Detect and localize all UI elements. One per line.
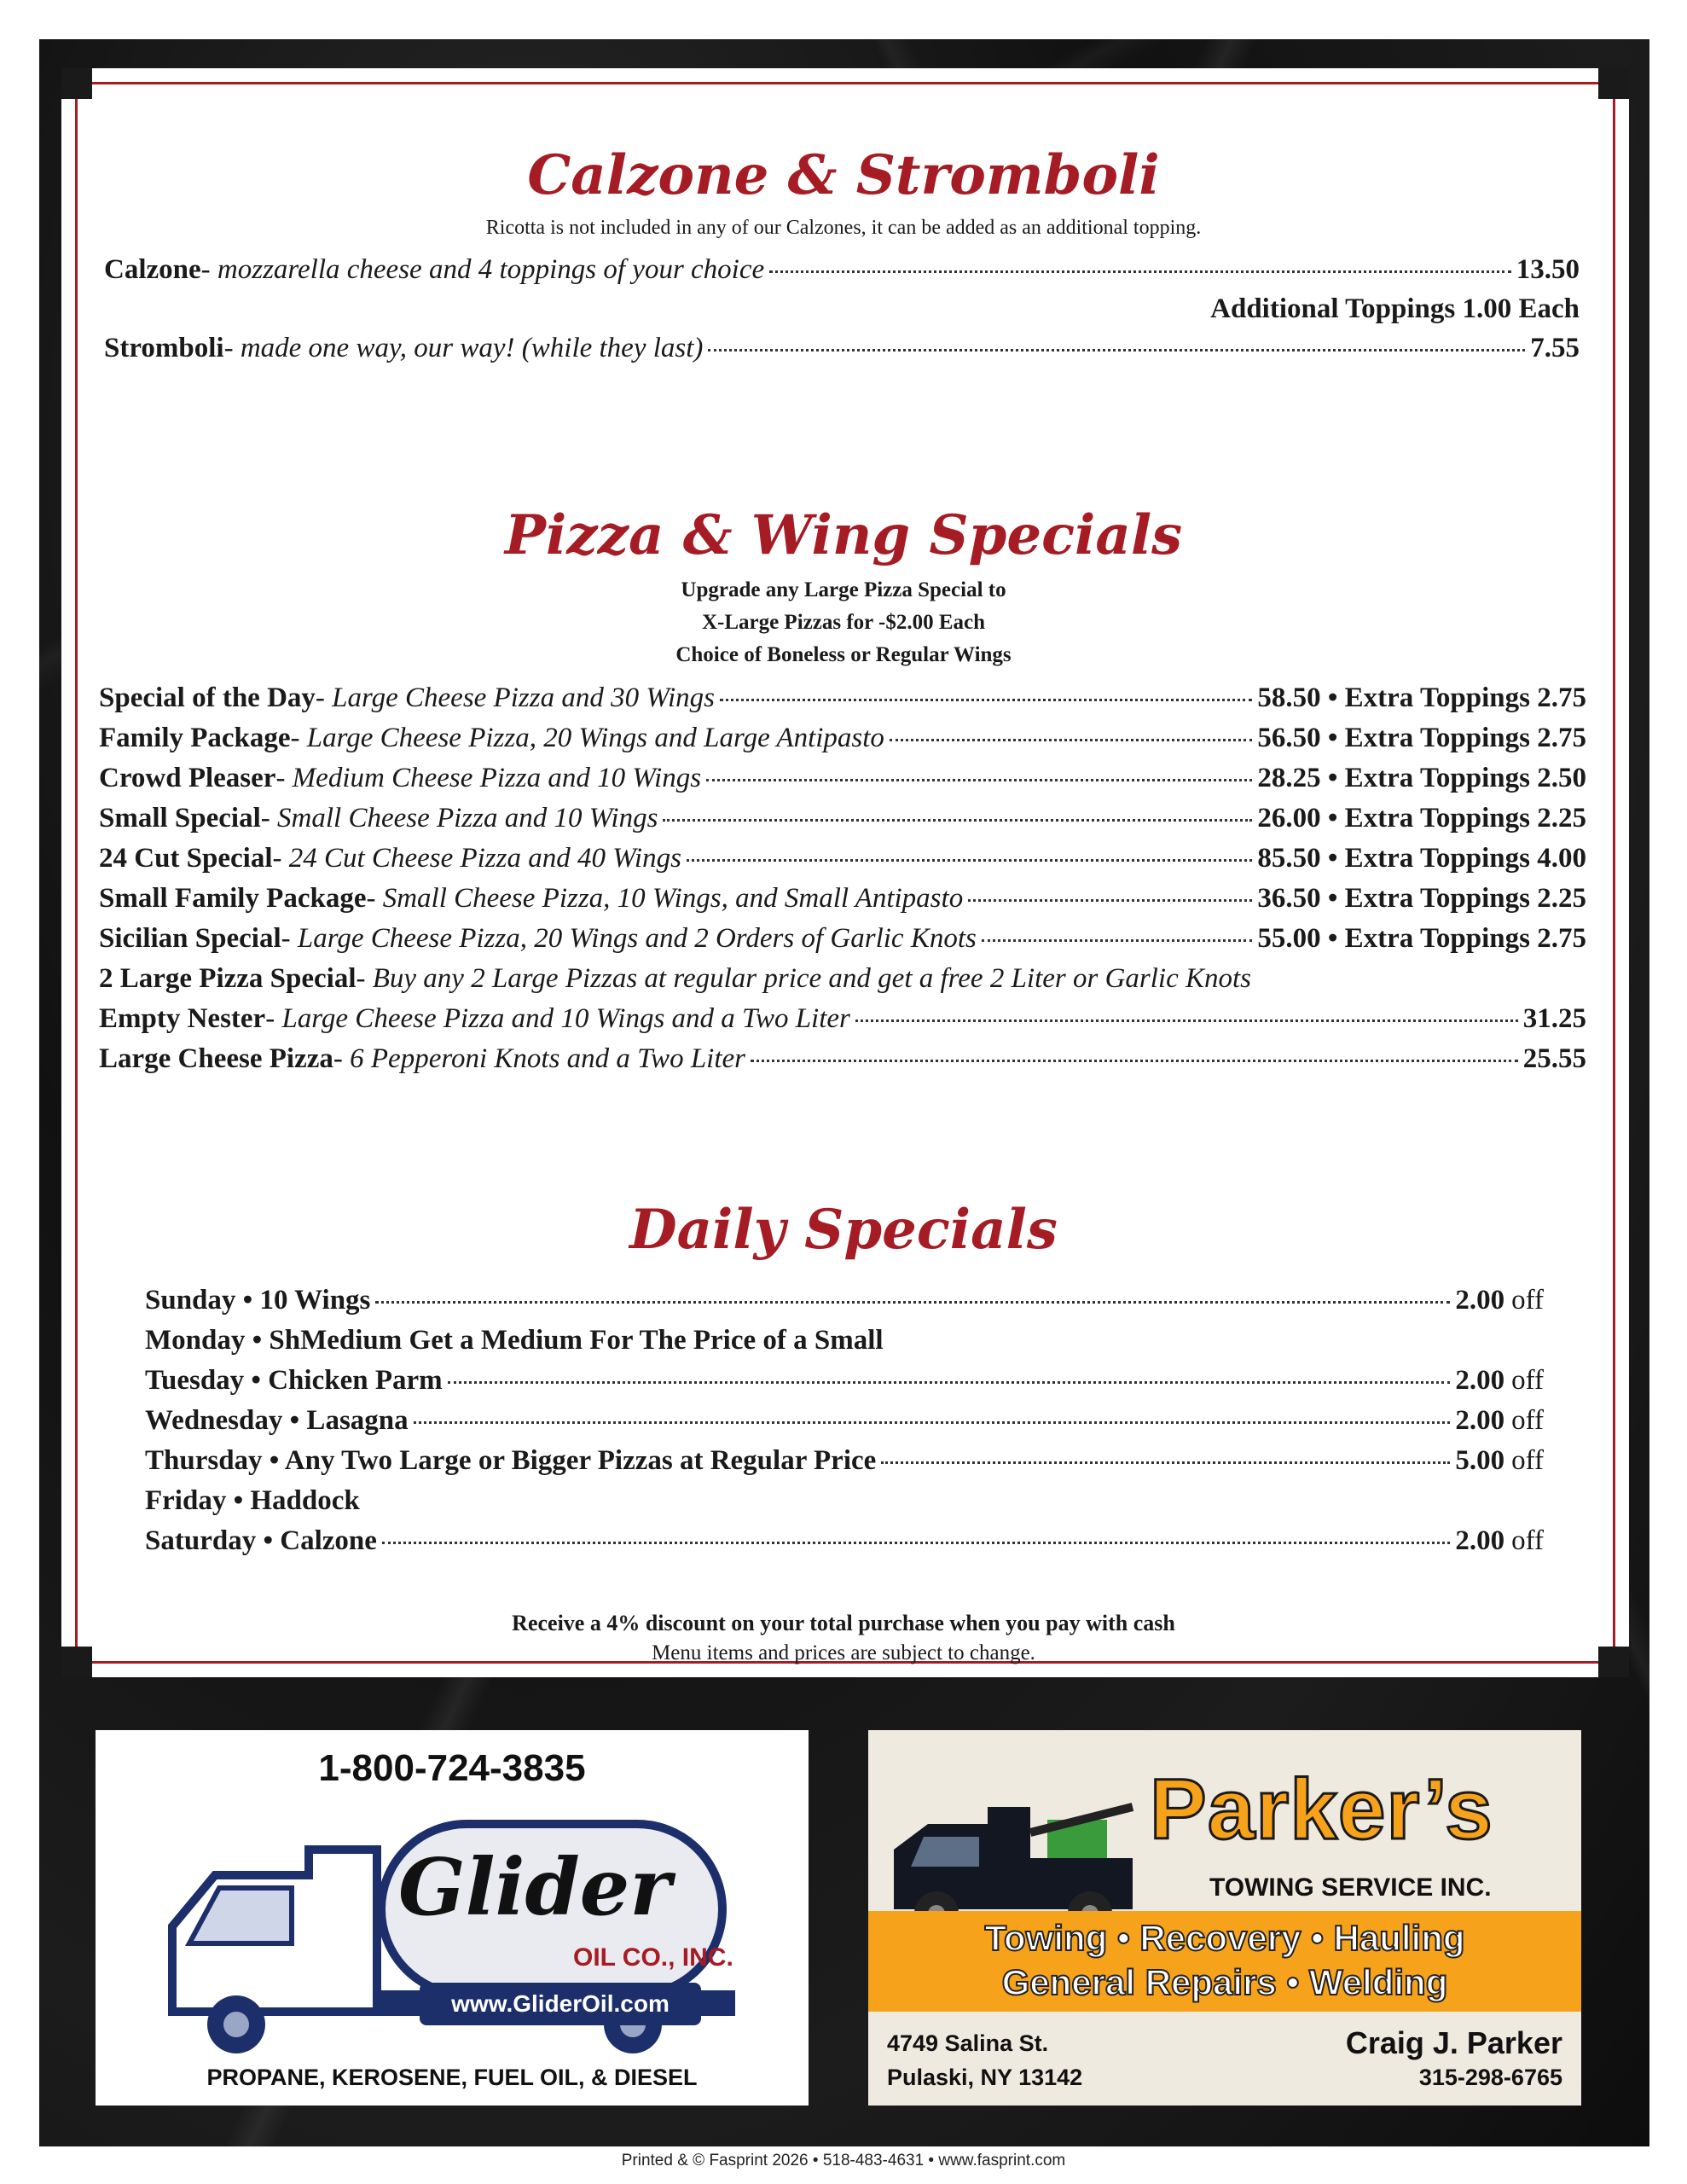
daily-item-monday <box>145 1325 1544 1356</box>
item-desc: - Buy any 2 Large Pizzas at regular price and get a free 2 Liter or Garlic Knots <box>356 963 1252 994</box>
item-price: 13.50 <box>1516 254 1580 285</box>
menu-item-stromboli <box>104 333 1580 364</box>
price-suffix: off <box>1511 1405 1544 1436</box>
item-name: Family Package <box>99 723 291 753</box>
dot-leader <box>968 899 1252 902</box>
corner-notch <box>1598 68 1629 99</box>
item-price: 36.50 • Extra Toppings 2.25 <box>1257 883 1586 914</box>
menu-item-crowd-pleaser <box>99 763 1586 794</box>
pizza-note: Choice of Boneless or Regular Wings <box>675 643 1012 666</box>
menu-item-small-family-package <box>99 883 1586 915</box>
parkers-logo-name: Parker’s <box>1150 1762 1493 1857</box>
menu-item-large-cheese-pizza <box>99 1043 1586 1075</box>
item-price: 28.25 • Extra Toppings 2.50 <box>1257 763 1586 793</box>
glider-oil-ad <box>96 1730 809 2106</box>
item-name: Calzone <box>104 254 201 285</box>
item-desc: - Large Cheese Pizza and 30 Wings <box>315 682 715 713</box>
item-name: Crowd Pleaser <box>99 763 276 793</box>
dot-leader <box>855 1019 1518 1022</box>
parkers-phone: 315-298-6765 <box>1418 2065 1562 2090</box>
price-suffix: off <box>1511 1525 1544 1556</box>
item-desc: - Small Cheese Pizza, 10 Wings, and Small Antipasto <box>366 883 964 914</box>
dot-leader <box>414 1421 1451 1424</box>
glider-company: OIL CO., INC. <box>573 1943 733 1972</box>
item-price: 7.55 <box>1530 333 1580 363</box>
daily-item-friday <box>145 1485 1544 1517</box>
dot-leader <box>706 779 1252 781</box>
daily-item-saturday <box>145 1525 1544 1557</box>
item-name: Special of the Day <box>99 682 316 713</box>
cash-discount-note: Receive a 4% discount on your total purchase when you pay with cash <box>512 1611 1175 1635</box>
parkers-contact-name: Craig J. Parker <box>1345 2025 1562 2060</box>
item-price: 31.25 <box>1522 1003 1586 1034</box>
item-name: Sunday • 10 Wings <box>145 1285 371 1316</box>
item-name: Large Cheese Pizza <box>99 1043 333 1074</box>
item-desc: - Medium Cheese Pizza and 10 Wings <box>275 763 702 793</box>
item-price: 2.00 <box>1455 1525 1505 1556</box>
item-name: Sicilian Special <box>99 923 281 954</box>
corner-notch <box>61 68 92 99</box>
item-price: 2.00 <box>1455 1405 1505 1436</box>
item-desc: - Large Cheese Pizza and 10 Wings and a Two Liter <box>265 1003 850 1034</box>
item-price: 85.50 • Extra Toppings 4.00 <box>1257 843 1586 874</box>
daily-item-wednesday <box>145 1405 1544 1437</box>
glider-website: www.GliderOil.com <box>420 1983 701 2025</box>
item-name: 2 Large Pizza Special <box>99 963 357 994</box>
calzone-title: Calzone & Stromboli <box>527 143 1160 207</box>
dot-leader <box>982 939 1252 942</box>
services-banner <box>868 1911 1581 2012</box>
item-price: 2.00 <box>1455 1365 1505 1396</box>
dot-leader <box>769 270 1511 273</box>
dot-leader <box>881 1461 1450 1464</box>
pizza-title: Pizza & Wing Specials <box>504 503 1183 567</box>
item-desc: - mozzarella cheese and 4 toppings of your choice <box>200 254 765 285</box>
menu-item-calzone <box>104 254 1580 286</box>
print-credit: Printed & © Fasprint 2026 • 518-483-4631 • www.fasprint.com <box>621 2152 1066 2169</box>
pizza-note: Upgrade any Large Pizza Special to <box>681 578 1006 601</box>
item-name: Wednesday • Lasagna <box>145 1405 409 1436</box>
item-desc: - Large Cheese Pizza, 20 Wings and Large Antipasto <box>290 723 884 753</box>
item-name: Empty Nester <box>99 1003 266 1034</box>
parkers-address-line-1: 4749 Salina St. <box>887 2030 1049 2056</box>
dot-leader <box>687 859 1252 862</box>
price-suffix: off <box>1511 1365 1544 1396</box>
item-name: Monday • ShMedium Get a Medium For The Price of a Small <box>145 1325 884 1356</box>
item-name: 24 Cut Special <box>99 843 273 874</box>
item-desc: - Small Cheese Pizza and 10 Wings <box>260 803 658 834</box>
parkers-towing-ad <box>868 1730 1581 2106</box>
item-desc: - 6 Pepperoni Knots and a Two Liter <box>333 1043 745 1074</box>
dot-leader <box>663 819 1252 822</box>
item-name: Thursday • Any Two Large or Bigger Pizzas at Regular Price <box>145 1445 877 1476</box>
menu-item-family-package <box>99 723 1586 754</box>
item-name: Small Special <box>99 803 261 834</box>
item-price: 55.00 • Extra Toppings 2.75 <box>1257 923 1586 954</box>
menu-item-sicilian-special <box>99 923 1586 955</box>
calzone-note: Ricotta is not included in any of our Calzones, it can be added as an additional topping. <box>485 217 1202 239</box>
dot-leader <box>382 1542 1450 1544</box>
price-suffix: off <box>1511 1285 1544 1316</box>
menu-item-special-of-the-day <box>99 682 1586 714</box>
menu-item-small-special <box>99 803 1586 834</box>
menu-item-2-large-pizza-special <box>99 963 1586 995</box>
item-desc: - made one way, our way! (while they last) <box>223 333 704 363</box>
dot-leader <box>708 349 1525 351</box>
dot-leader <box>720 699 1252 701</box>
glider-phone: 1-800-724-3835 <box>318 1747 586 1789</box>
price-disclaimer: Menu items and prices are subject to change. <box>652 1641 1035 1664</box>
daily-item-tuesday <box>145 1365 1544 1397</box>
item-name: Stromboli <box>104 333 224 363</box>
dot-leader <box>890 739 1252 741</box>
parkers-address-line-2: Pulaski, NY 13142 <box>887 2065 1083 2090</box>
dot-leader <box>448 1381 1451 1384</box>
dot-leader <box>751 1060 1518 1062</box>
item-price: 58.50 • Extra Toppings 2.75 <box>1257 682 1586 713</box>
item-desc: - 24 Cut Cheese Pizza and 40 Wings <box>272 843 681 874</box>
pizza-note: X-Large Pizzas for -$2.00 Each <box>701 611 986 634</box>
daily-title: Daily Specials <box>629 1198 1058 1262</box>
services-line-1: Towing • Recovery • Hauling <box>984 1918 1465 1958</box>
item-name: Tuesday • Chicken Parm <box>145 1365 443 1396</box>
item-desc: - Large Cheese Pizza, 20 Wings and 2 Orders of Garlic Knots <box>281 923 977 954</box>
dot-leader <box>375 1301 1450 1304</box>
item-name: Friday • Haddock <box>145 1485 360 1516</box>
glider-logo-name: Glider <box>398 1841 671 1933</box>
services-line-2: General Repairs • Welding <box>1001 1962 1448 2002</box>
menu-item-empty-nester <box>99 1003 1586 1035</box>
item-name: Saturday • Calzone <box>145 1525 377 1556</box>
price-suffix: off <box>1511 1445 1544 1476</box>
parkers-company: TOWING SERVICE INC. <box>1209 1873 1492 1902</box>
menu-item-24-cut-special <box>99 843 1586 874</box>
item-price: 26.00 • Extra Toppings 2.25 <box>1257 803 1586 834</box>
daily-item-sunday <box>145 1285 1544 1316</box>
additional-toppings: Additional Toppings 1.00 Each <box>1210 293 1580 324</box>
item-price: 25.55 <box>1522 1043 1586 1074</box>
item-name: Small Family Package <box>99 883 367 914</box>
item-price: 2.00 <box>1455 1285 1505 1316</box>
glider-products: PROPANE, KEROSENE, FUEL OIL, & DIESEL <box>206 2065 698 2090</box>
item-price: 56.50 • Extra Toppings 2.75 <box>1257 723 1586 753</box>
item-price: 5.00 <box>1455 1445 1505 1476</box>
daily-item-thursday <box>145 1445 1544 1477</box>
